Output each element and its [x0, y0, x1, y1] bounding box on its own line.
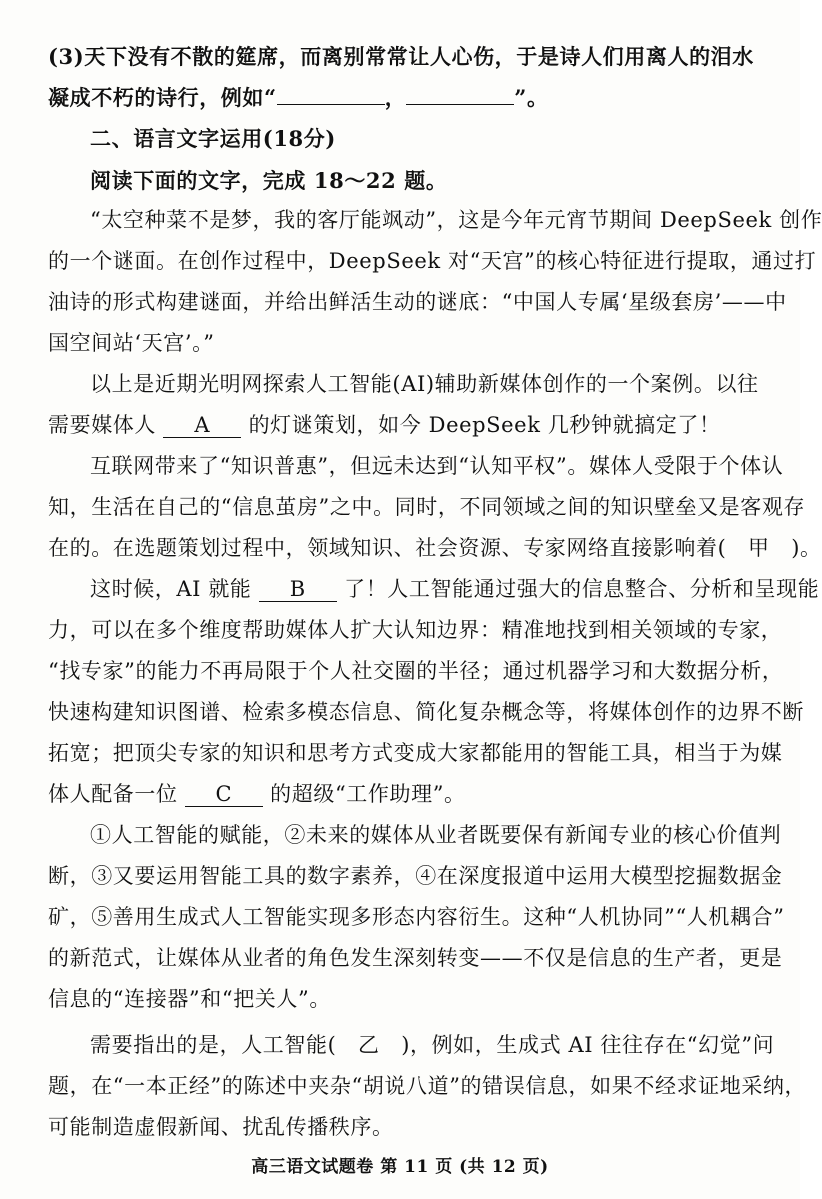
section-title: 二、语言文字运用(18分)	[90, 126, 336, 151]
para3-line: 在的。在选题策划过程中，领域知识、社会资源、专家网络直接影响着( 甲 )。	[48, 536, 822, 560]
q3-line-1: (3)天下没有不散的筵席，而离别常常让人心伤，于是诗人们用离人的泪水	[48, 44, 754, 69]
para4-line: 拓宽；把顶尖专家的知识和思考方式变成大家都能用的智能工具，相当于为媒	[48, 741, 783, 765]
para4-last-pre: 体人配备一位	[48, 782, 178, 806]
para2-line2-pre: 需要媒体人	[48, 413, 156, 437]
para3-line: 互联网带来了“知识普惠”，但远未达到“认知平权”。媒体人受限于个体认	[90, 454, 784, 478]
page-footer: 高三语文试题卷 第 11 页 (共 12 页)	[251, 1157, 549, 1177]
blank-a[interactable]: A	[163, 413, 241, 438]
para2-line: 以上是近期光明网探索人工智能(AI)辅助新媒体创作的一个案例。以往	[90, 372, 759, 396]
para5-line: ①人工智能的赋能，②未来的媒体从业者既要保有新闻专业的核心价值判	[90, 823, 782, 847]
para1-line: 的一个谜面。在创作过程中，DeepSeek 对“天宫”的核心特征进行提取，通过打	[48, 249, 817, 273]
blank-c[interactable]: C	[185, 782, 263, 807]
answer-blank-1[interactable]	[277, 104, 385, 105]
para5-line: 信息的“连接器”和“把关人”。	[48, 987, 331, 1011]
q3-line-2	[48, 83, 770, 113]
section-instruction: 阅读下面的文字，完成 18～22 题。	[90, 168, 448, 193]
para6-line: 题，在“一本正经”的陈述中夹杂“胡说八道”的错误信息，如果不经求证地采纳，	[48, 1074, 807, 1098]
para4-line: “找专家”的能力不再局限于个人社交圈的半径；通过机器学习和大数据分析，	[48, 659, 784, 683]
para5-line: 矿，⑤善用生成式人工智能实现多形态内容衍生。这种“人机协同”“人机耦合”	[48, 905, 785, 929]
para2-line2-post: 的灯谜策划，如今 DeepSeek 几秒钟就搞定了！	[248, 413, 721, 437]
para5-line: 的新范式，让媒体从业者的角色发生深刻转变——不仅是信息的生产者，更是	[48, 946, 783, 970]
para4-last-post: 的超级“工作助理”。	[270, 782, 466, 806]
blank-b[interactable]: B	[259, 577, 337, 602]
para4-line1-post: 了！人工智能通过强大的信息整合、分析和呈现能	[344, 577, 820, 601]
para6-line: 可能制造虚假新闻、扰乱传播秩序。	[48, 1115, 394, 1139]
q3-line-2-mid: ，	[384, 85, 407, 110]
para4-line1-pre: 这时候，AI 就能	[90, 577, 252, 601]
para4-line	[90, 574, 820, 604]
q3-line-2-post: ”。	[514, 85, 549, 110]
para4-line: 力，可以在多个维度帮助媒体人扩大认知边界：精准地找到相关领域的专家，	[48, 618, 783, 642]
para2-line	[48, 410, 770, 440]
para6-line: 需要指出的是，人工智能( 乙 )，例如，生成式 AI 往往存在“幻觉”问	[90, 1033, 775, 1057]
para1-line: “太空种菜不是梦，我的客厅能飒动”，这是今年元宵节期间 DeepSeek 创作	[90, 208, 822, 232]
para4-line: 快速构建知识图谱、检索多模态信息、简化复杂概念等，将媒体创作的边界不断	[48, 700, 804, 724]
para5-line: 断，③又要运用智能工具的数字素养，④在深度报道中运用大模型挖掘数据金	[48, 864, 783, 888]
para1-line: 油诗的形式构建谜面，并给出鲜活生动的谜底：“中国人专属‘星级套房’——中	[48, 290, 787, 314]
answer-blank-2[interactable]	[406, 104, 514, 105]
para1-line: 国空间站‘天宫’。”	[48, 331, 215, 355]
para4-line	[48, 779, 770, 809]
q3-line-2-pre: 凝成不朽的诗行，例如“	[48, 85, 277, 110]
para3-line: 知，生活在自己的“信息茧房”之中。同时，不同领域之间的知识壁垒又是客观存	[48, 495, 806, 519]
